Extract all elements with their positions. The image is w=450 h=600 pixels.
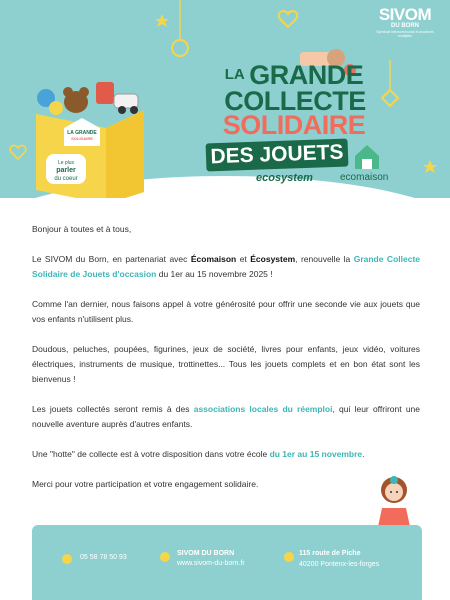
location-icon bbox=[284, 552, 294, 562]
heart-icon bbox=[279, 11, 297, 27]
sivom-logo bbox=[370, 6, 440, 39]
paragraph-5: Une "hotte" de collecte est à votre disposition dans votre école du 1er au 15 novembre. bbox=[32, 449, 365, 459]
star-icon bbox=[423, 160, 437, 173]
svg-text:LA GRANDE: LA GRANDE bbox=[67, 130, 97, 136]
logo-tagline: Syndicat intercommunal à vocations multiples bbox=[376, 30, 434, 39]
footer-org: SIVOM DU BORN bbox=[177, 550, 235, 557]
ornament-icon bbox=[172, 40, 188, 56]
title-solidaire: SOLIDAIRE bbox=[222, 110, 366, 140]
ecomaison-house-icon bbox=[353, 142, 381, 170]
footer-website-link[interactable]: www.sivom-du-born.fr bbox=[177, 560, 245, 567]
paragraph-2: Comme l'an dernier, nous faisons appel à votre générosité pour offrir une seconde vie aux jouets que vos enfants n'utilisent plus. bbox=[32, 299, 420, 324]
svg-text:SOLIDAIRE: SOLIDAIRE bbox=[71, 136, 93, 141]
paragraph-3: Doudous, peluches, poupées, figurines, jeux de société, livres pour enfants, jeux vidéo, voitures électriques, instruments de musique, trottinettes... Tous les jouets complets et en bon état sont les bienvenus ! bbox=[32, 344, 420, 384]
title-jouets-banner: DES JOUETS bbox=[206, 139, 349, 172]
footer-phone[interactable]: 05 58 78 50 93 bbox=[80, 554, 127, 561]
toy-box-illustration bbox=[26, 80, 151, 198]
title-la: LA bbox=[224, 66, 245, 83]
logo-sub: DU BORN bbox=[391, 23, 419, 29]
title-grande: GRANDE bbox=[249, 60, 364, 90]
greeting: Bonjour à toutes et à tous, bbox=[32, 224, 132, 234]
logo-name: SIVOM bbox=[378, 5, 432, 24]
heart-icon bbox=[10, 145, 25, 159]
paragraph-6: Merci pour votre participation et votre engagement solidaire. bbox=[32, 479, 259, 489]
footer-address-line-2: 40200 Pontenx-les-forges bbox=[299, 561, 380, 568]
letter-body bbox=[32, 222, 420, 507]
svg-text:du coeur: du coeur bbox=[54, 176, 78, 182]
footer-address-line-1: 115 route de Piche bbox=[299, 550, 361, 557]
ecosystem-logo: ecosystem bbox=[256, 172, 313, 184]
paragraph-1: Le SIVOM du Born, en partenariat avec Écomaison et Écosystem, renouvelle la Grande Collecte Solidaire de Jouets d'occasion du 1er au 15 novembre 2025 ! bbox=[32, 254, 421, 279]
globe-icon bbox=[160, 552, 170, 562]
hero-banner bbox=[0, 0, 450, 198]
ecomaison-logo: ecomaison bbox=[340, 172, 389, 183]
star-icon bbox=[155, 14, 169, 27]
svg-text:parler: parler bbox=[56, 167, 76, 174]
title-collecte: COLLECTE bbox=[224, 86, 366, 116]
paragraph-4: Les jouets collectés seront remis à des associations locales du réemploi, qui leur offriront une nouvelle aventure auprès d'autres enfants. bbox=[32, 404, 421, 429]
svg-text:Le plus: Le plus bbox=[57, 160, 75, 166]
phone-icon bbox=[62, 554, 72, 564]
